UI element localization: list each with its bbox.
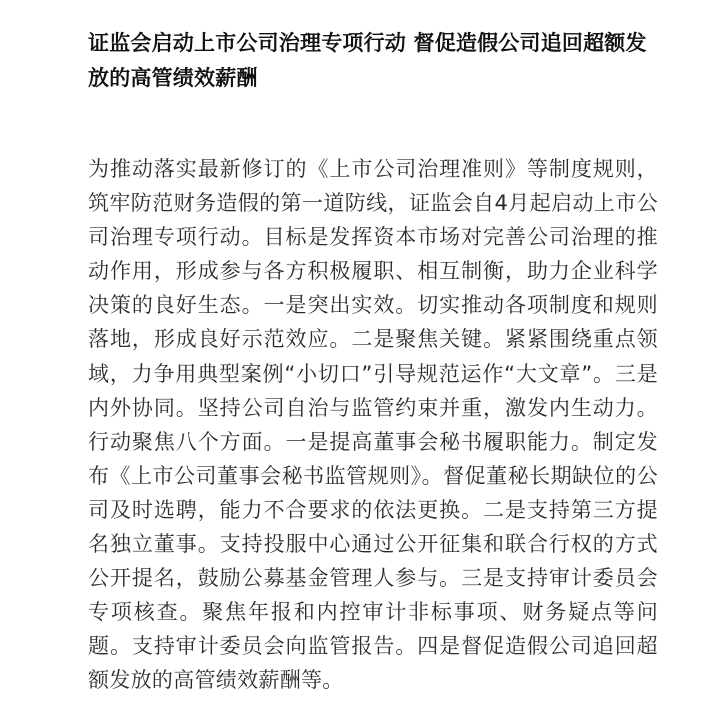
article-headline: 证监会启动上市公司治理专项行动 督促造假公司追回超额发放的高管绩效薪酬 (88, 31, 647, 90)
article-body: 为推动落实最新修订的《上市公司治理准则》等制度规则，筑牢防范财务造假的第一道防线，证监会自4月起启动上市公司治理专项行动。目标是发挥资本市场对完善公司治理的推动作用，形成参与各方积极履职、相互制衡，助力企业科学决策的良好生态。一是突出实效。切实推动各项制度和规则落地，形成良好示范效应。二是聚焦关键。紧紧围绕重点领域，力争用典型案例“小切口”引导规范运作“大文章”。三是内外协同。坚持公司自治与监管约束并重，激发内生动力。行动聚焦八个方面。一是提高董事会秘书履职能力。制定发布《上市公司董事会秘书监管规则》。督促董秘长期缺位的公司及时选聘，能力不合要求的依法更换。二是支持第三方提名独立董事。支持投服中心通过公开征集和联合行权的方式公开提名，鼓励公募基金管理人参与。三是支持审计委员会专项核查。聚焦年报和内控审计非标事项、财务疑点等问题。支持审计委员会向监管报告。四是督促造假公司追回超额发放的高管绩效薪酬等。 (88, 157, 658, 693)
article (88, 26, 658, 698)
